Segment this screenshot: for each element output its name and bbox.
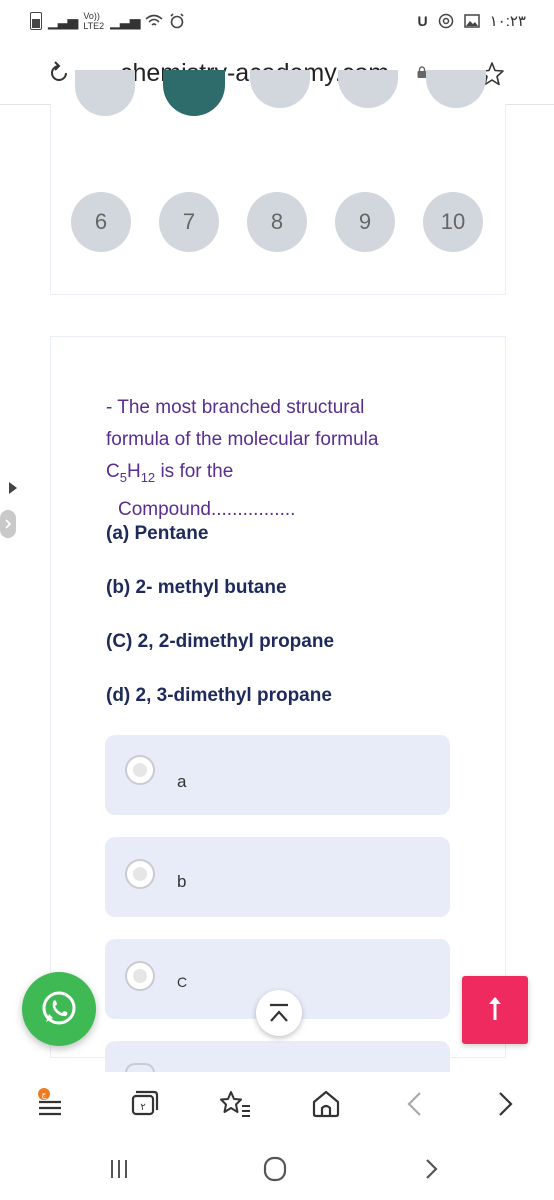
wifi-icon	[145, 14, 163, 28]
question-line-3	[106, 456, 466, 494]
answer-label-b: b	[177, 872, 187, 891]
svg-text:ج: ج	[41, 1090, 47, 1099]
home-icon[interactable]	[308, 1086, 344, 1122]
tabs-icon[interactable]	[125, 1086, 161, 1122]
question-number-8[interactable]: 8	[247, 192, 307, 252]
question-number-7[interactable]: 7	[159, 192, 219, 252]
whatsapp-icon	[22, 972, 96, 1046]
network-label	[83, 11, 104, 31]
radio-b[interactable]	[125, 859, 155, 889]
option-a: (a) Pentane	[106, 523, 209, 544]
bookmarks-icon[interactable]	[216, 1086, 254, 1122]
clock: ١٠:٢٣	[489, 13, 526, 30]
nav-circle-partial[interactable]	[75, 70, 135, 116]
battery-icon	[30, 12, 42, 30]
at-icon	[438, 13, 454, 29]
browser-toolbar	[0, 1072, 554, 1136]
question-line-4: Compound................	[118, 498, 296, 520]
edge-panel-handle[interactable]	[0, 464, 20, 538]
u-icon: U	[417, 13, 428, 29]
forward-icon[interactable]	[490, 1088, 520, 1120]
option-b: (b) 2- methyl butane	[106, 577, 287, 598]
question-line-1: - The most branched structural	[106, 397, 365, 418]
formula-h: H	[126, 461, 141, 482]
scroll-to-top-button[interactable]	[462, 976, 528, 1044]
status-right	[417, 10, 526, 32]
question-nav-panel	[50, 104, 506, 295]
whatsapp-button[interactable]	[22, 972, 96, 1046]
system-nav-bar	[0, 1136, 554, 1200]
radio-a[interactable]	[125, 755, 155, 785]
question-number-6[interactable]: 6	[71, 192, 131, 252]
home-nav-icon[interactable]	[260, 1154, 290, 1184]
formula-c: C	[106, 461, 120, 482]
alarm-icon	[169, 13, 185, 29]
question-text	[106, 392, 466, 526]
status-left	[30, 10, 185, 32]
question-line-2: formula of the molecular formula	[106, 429, 379, 450]
formula-h-sub: 12	[140, 469, 156, 485]
status-bar	[0, 0, 554, 44]
svg-text:٢: ٢	[140, 1102, 146, 1113]
option-d: (d) 2, 3-dimethyl propane	[106, 685, 332, 706]
question-line-3-suffix: is for the	[155, 461, 234, 482]
reload-icon[interactable]	[46, 60, 72, 86]
image-icon	[464, 14, 480, 28]
radio-c[interactable]	[125, 961, 155, 991]
signal-icon: ▁▃▅	[48, 12, 78, 29]
network-top: Vo))	[83, 11, 100, 21]
signal-icon-2: ▁▃▅	[110, 12, 140, 29]
answer-label-c: C	[177, 974, 188, 990]
collapse-toolbar-button[interactable]	[256, 990, 302, 1036]
menu-icon[interactable]	[30, 1084, 70, 1124]
option-c: (C) 2, 2-dimethyl propane	[106, 631, 335, 652]
nav-circle-active-partial[interactable]	[163, 70, 225, 116]
answer-choice-b[interactable]	[105, 837, 450, 917]
answer-label-a: a	[177, 772, 187, 791]
formula-c-sub: 5	[119, 469, 127, 485]
back-icon[interactable]	[400, 1088, 430, 1120]
collapse-up-icon	[256, 990, 302, 1036]
nav-back-icon[interactable]	[418, 1156, 444, 1182]
answer-choice-d[interactable]	[105, 1041, 450, 1073]
question-number-9[interactable]: 9	[335, 192, 395, 252]
recents-icon[interactable]	[104, 1156, 134, 1182]
answer-choice-a[interactable]	[105, 735, 450, 815]
arrow-up-icon	[462, 976, 528, 1044]
network-bottom: LTE2	[83, 21, 105, 31]
question-number-10[interactable]: 10	[423, 192, 483, 252]
